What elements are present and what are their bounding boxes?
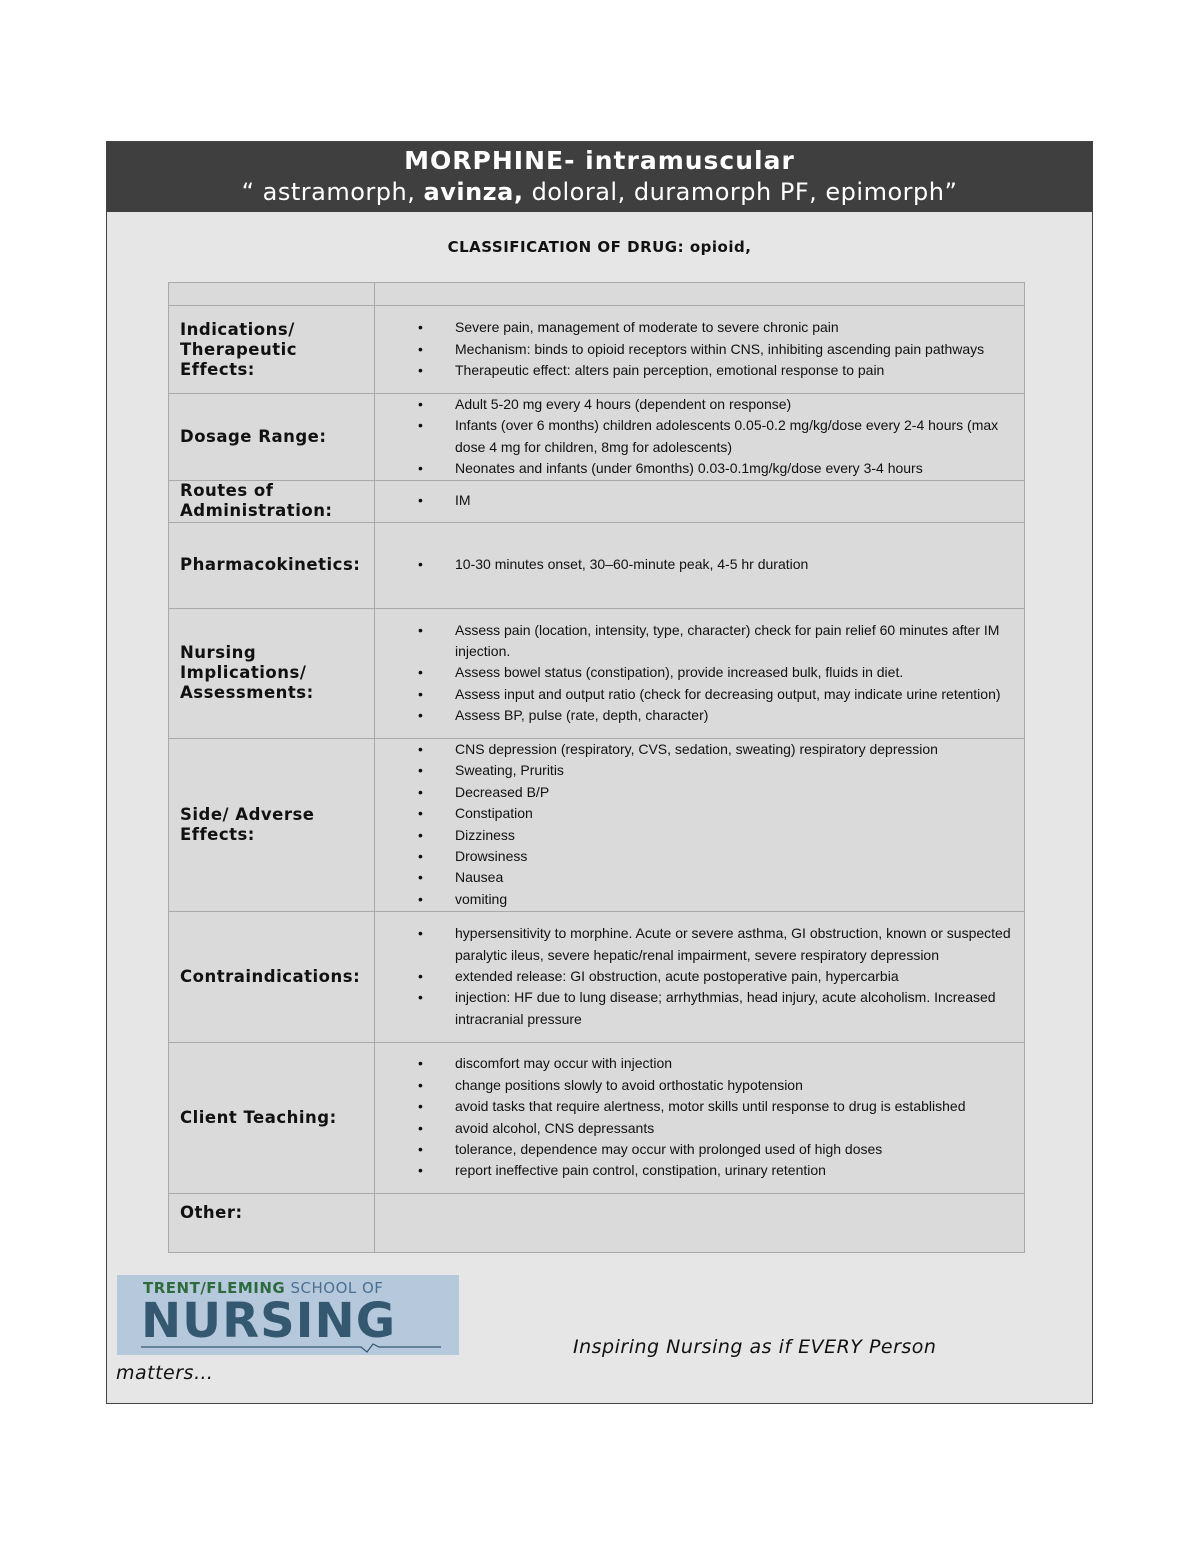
row-items <box>375 1053 1024 1181</box>
row-label: Dosage Range: <box>169 394 375 481</box>
drug-title: MORPHINE- intramuscular <box>404 146 795 175</box>
list-item: • Neonates and infants (under 6months) 0.03-0.1mg/kg/dose every 3-4 hours <box>375 458 1024 479</box>
drug-classification: CLASSIFICATION OF DRUG: opioid, <box>447 238 752 256</box>
list-item: • Decreased B/P <box>375 782 1024 803</box>
list-item: • tolerance, dependence may occur with prolonged used of high doses <box>375 1139 1024 1160</box>
list-item: • Mechanism: binds to opioid receptors within CNS, inhibiting ascending pain pathways <box>375 339 1024 360</box>
list-item: • change positions slowly to avoid orthostatic hypotension <box>375 1075 1024 1096</box>
row-items <box>375 739 1024 910</box>
table-header-row <box>169 283 1025 306</box>
list-item: • Assess BP, pulse (rate, depth, character) <box>375 705 1024 726</box>
list-item: • Adult 5-20 mg every 4 hours (dependent on response) <box>375 394 1024 415</box>
list-item: • Drowsiness <box>375 846 1024 867</box>
table-row <box>169 480 1025 522</box>
list-item: • Dizziness <box>375 825 1024 846</box>
list-item: • Severe pain, management of moderate to severe chronic pain <box>375 317 1024 338</box>
list-item: • Assess pain (location, intensity, type, character) check for pain relief 60 minutes after IM injection. <box>375 620 1024 663</box>
list-item: • Constipation <box>375 803 1024 824</box>
list-item: • extended release: GI obstruction, acute postoperative pain, hypercarbia <box>375 966 1024 987</box>
row-label: Routes of Administration: <box>169 480 375 522</box>
list-item: • injection: HF due to lung disease; arrhythmias, head injury, acute alcoholism. Increased intracranial pressure <box>375 987 1024 1030</box>
row-label: Contraindications: <box>169 911 375 1042</box>
row-label: Side/ Adverse Effects: <box>169 738 375 911</box>
list-item: • Assess bowel status (constipation), provide increased bulk, fluids in diet. <box>375 662 1024 683</box>
list-item: • hypersensitivity to morphine. Acute or severe asthma, GI obstruction, known or suspected paralytic ileus, severe hepatic/renal impairment, severe respiratory depression <box>375 923 1024 966</box>
row-label: Client Teaching: <box>169 1042 375 1193</box>
list-item: • Assess input and output ratio (check for decreasing output, may indicate urine retention) <box>375 684 1024 705</box>
list-item: • avoid tasks that require alertness, motor skills until response to drug is established <box>375 1096 1024 1117</box>
table-row <box>169 608 1025 738</box>
row-label: Other: <box>169 1193 375 1252</box>
table-row <box>169 522 1025 608</box>
school-logo: TRENT/FLEMING SCHOOL OF NURSING <box>117 1275 459 1355</box>
list-item: • discomfort may occur with injection <box>375 1053 1024 1074</box>
row-items <box>375 490 1024 511</box>
logo-wordmark: NURSING <box>141 1293 397 1349</box>
row-items <box>375 620 1024 727</box>
table-row <box>169 1042 1025 1193</box>
table-row <box>169 738 1025 911</box>
row-label: Pharmacokinetics: <box>169 522 375 608</box>
list-item: • Therapeutic effect: alters pain perception, emotional response to pain <box>375 360 1024 381</box>
heartbeat-line-icon <box>141 1343 441 1353</box>
table-row <box>169 394 1025 481</box>
list-item: • IM <box>375 490 1024 511</box>
list-item: • vomiting <box>375 889 1024 910</box>
table-row <box>169 1193 1025 1252</box>
row-items <box>375 317 1024 381</box>
brand-names: “ astramorph, avinza, doloral, duramorph PF, epimorph” <box>241 178 958 206</box>
drug-card <box>106 141 1093 1404</box>
list-item: • report ineffective pain control, constipation, urinary retention <box>375 1160 1024 1181</box>
list-item: • avoid alcohol, CNS depressants <box>375 1118 1024 1139</box>
list-item: • Nausea <box>375 867 1024 888</box>
header-banner <box>107 142 1092 212</box>
row-items <box>375 554 1024 575</box>
list-item: • 10-30 minutes onset, 30–60-minute peak, 4-5 hr duration <box>375 554 1024 575</box>
row-items <box>375 394 1024 480</box>
row-items <box>375 923 1024 1030</box>
list-item: • CNS depression (respiratory, CVS, sedation, sweating) respiratory depression <box>375 739 1024 760</box>
table-row <box>169 911 1025 1042</box>
row-label: Nursing Implications/ Assessments: <box>169 608 375 738</box>
table-row <box>169 306 1025 394</box>
list-item: • Sweating, Pruritis <box>375 760 1024 781</box>
tagline-continued: matters… <box>116 1362 214 1384</box>
list-item: • Infants (over 6 months) children adolescents 0.05-0.2 mg/kg/dose every 2-4 hours (max dose 4 mg for children, 8mg for adolescents) <box>375 415 1024 458</box>
tagline: Inspiring Nursing as if EVERY Person <box>573 1336 937 1358</box>
drug-info-table <box>168 282 1025 1253</box>
row-label: Indications/ Therapeutic Effects: <box>169 306 375 394</box>
